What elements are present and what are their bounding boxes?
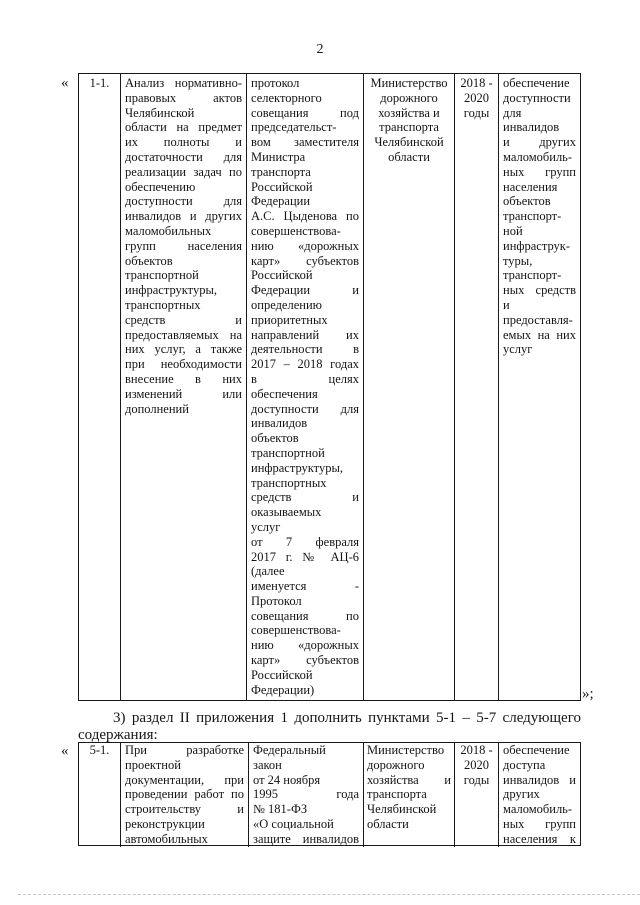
- task-line: инвалидов и других: [125, 209, 242, 224]
- legal-basis-line: Российской: [251, 179, 313, 194]
- task-line: групп населения: [125, 238, 242, 253]
- responsible-line: Министерство: [367, 743, 445, 757]
- legal-basis-line: Министра: [251, 149, 306, 164]
- legal-basis-line: карт» субъектов: [251, 653, 359, 668]
- legal-basis-line: Федерации: [251, 194, 311, 209]
- legal-basis-line: Российской: [251, 268, 313, 283]
- legal-basis-line: вом заместителя: [251, 135, 359, 150]
- result-line: инвалидов: [503, 120, 560, 135]
- result-line: ных групп: [503, 164, 576, 179]
- legal-basis-line: обеспечения: [251, 386, 318, 401]
- legal-basis-line: № 181-ФЗ: [253, 802, 308, 817]
- responsible-line: дорожного: [367, 757, 425, 772]
- task-line: внесение в них: [125, 371, 242, 386]
- legal-basis-line: объектов: [251, 431, 299, 446]
- task-cell: [120, 743, 248, 847]
- task-line: реализации задач по: [125, 164, 242, 179]
- legal-basis-line: А.С. Цыденова по: [251, 209, 359, 224]
- result-line: ных групп: [503, 816, 576, 831]
- period-line: 2018 -: [460, 743, 493, 757]
- task-line: области на предмет: [125, 120, 242, 135]
- result-line: и других: [503, 135, 576, 150]
- legal-basis-line: от 7 февраля: [251, 534, 359, 549]
- legal-basis-line: нию «дорожных: [251, 238, 359, 253]
- result-line: и: [503, 297, 510, 312]
- task-line: При разработке: [125, 743, 244, 757]
- result-line: инвалидов и: [503, 772, 576, 787]
- result-line: ных средств: [503, 283, 576, 298]
- result-line: населения к: [503, 831, 576, 846]
- task-line: маломобильных: [125, 223, 212, 238]
- result-line: предоставля-: [503, 312, 573, 327]
- legal-basis-line: нию «дорожных: [251, 638, 359, 653]
- legal-basis-line: Федерации): [251, 682, 315, 697]
- legal-basis-line: «О социальной: [253, 816, 334, 831]
- responsible-line: Челябинской: [367, 802, 437, 817]
- legal-basis-line: совещания под: [251, 105, 359, 120]
- legal-basis-line: Российской: [251, 667, 313, 682]
- legal-basis-line: определению: [251, 297, 322, 312]
- scan-edge-line: [18, 894, 640, 895]
- task-line: проектной: [125, 757, 181, 772]
- legal-basis-line: совершенствова-: [251, 223, 341, 238]
- result-line: маломобиль-: [503, 802, 573, 817]
- responsible-line: Челябинской: [374, 135, 444, 150]
- paragraph-line: содержания:: [78, 727, 158, 743]
- legal-basis-line: совещания по: [251, 608, 359, 623]
- paragraph-line: 3) раздел II приложения 1 дополнить пунктами 5-1 – 5-7 следующего: [113, 710, 581, 726]
- legal-basis-line: средств и: [251, 490, 359, 505]
- responsible-cell: [363, 74, 454, 700]
- result-line: для: [503, 105, 522, 120]
- task-cell: [120, 74, 246, 700]
- legal-basis-line: Федеральный: [253, 743, 326, 757]
- result-line: туры,: [503, 253, 533, 268]
- task-line: автомобильных: [125, 831, 208, 846]
- legal-basis-line: направлений их: [251, 327, 359, 342]
- task-line: транспортной: [125, 268, 199, 283]
- legal-basis-cell: [248, 743, 363, 847]
- task-line: дополнений: [125, 401, 189, 416]
- result-line: населения: [503, 179, 558, 194]
- legal-basis-line: 2017 г. № АЦ-6: [251, 549, 359, 564]
- legal-basis-line: защите инвалидов: [253, 831, 359, 846]
- responsible-line: области: [367, 816, 409, 831]
- legal-basis-line: от 24 ноября: [253, 772, 321, 787]
- row-number-cell: [79, 74, 120, 700]
- legal-basis-line: протокол: [251, 76, 300, 90]
- task-line: Челябинской: [125, 105, 195, 120]
- legal-basis-line: (далее: [251, 564, 285, 579]
- result-line: ной: [503, 223, 523, 238]
- task-line: правовых актов: [125, 90, 242, 105]
- result-line: транспорт-: [503, 209, 562, 224]
- task-line: Анализ нормативно-: [125, 76, 242, 90]
- legal-basis-line: 1995 года: [253, 787, 359, 802]
- result-line: других: [503, 787, 540, 802]
- result-line: обеспечение: [503, 743, 570, 757]
- result-line: доступности: [503, 90, 571, 105]
- task-line: строительству и: [125, 802, 244, 817]
- result-line: обеспечение: [503, 76, 570, 90]
- row-number: 5-1.: [89, 743, 110, 757]
- legal-basis-line: оказываемых: [251, 505, 322, 520]
- legal-basis-line: карт» субъектов: [251, 253, 359, 268]
- responsible-line: Министерство: [370, 76, 448, 90]
- responsible-line: транспорта: [367, 787, 427, 802]
- task-line: проведении работ по: [125, 787, 244, 802]
- legal-basis-line: инвалидов: [251, 416, 308, 431]
- legal-basis-line: в целях: [251, 371, 359, 386]
- task-line: средств и: [125, 312, 242, 327]
- result-cell: [498, 74, 580, 700]
- legal-basis-line: услуг: [251, 519, 281, 534]
- task-line: транспортных: [125, 297, 201, 312]
- task-line: реконструкции: [125, 816, 205, 831]
- task-line: обеспечению: [125, 179, 196, 194]
- legal-basis-cell: [246, 74, 363, 700]
- task-line: доступности для: [125, 194, 242, 209]
- task-line: инфраструктуры,: [125, 283, 218, 298]
- result-line: услуг: [503, 342, 533, 357]
- legal-basis-line: 2017 – 2018 годах: [251, 357, 359, 372]
- period-line: годы: [463, 772, 490, 787]
- legal-basis-line: селекторного: [251, 90, 322, 105]
- legal-basis-line: доступности для: [251, 401, 359, 416]
- page-number: 2: [316, 42, 324, 57]
- result-line: маломобиль-: [503, 149, 573, 164]
- legal-basis-line: инфраструктуры,: [251, 460, 344, 475]
- responsible-line: транспорта: [379, 120, 439, 135]
- result-line: инфраструк-: [503, 238, 571, 253]
- result-line: объектов: [503, 194, 551, 209]
- legal-basis-line: именуется -: [251, 579, 359, 594]
- legal-basis-line: закон: [253, 757, 282, 772]
- open-quote: «: [61, 743, 69, 759]
- legal-basis-line: председательст-: [251, 120, 337, 135]
- legal-basis-line: транспортной: [251, 445, 325, 460]
- table-row-1-1: [78, 73, 581, 701]
- task-line: их полноты и: [125, 135, 242, 150]
- legal-basis-line: транспортных: [251, 475, 327, 490]
- period-line: 2020: [464, 90, 489, 105]
- legal-basis-line: Федерации и: [251, 283, 359, 298]
- close-quote: »;: [582, 686, 594, 702]
- result-line: доступа: [503, 757, 546, 772]
- period-cell: [454, 743, 498, 847]
- table-row-5-1: [78, 742, 581, 846]
- legal-basis-line: Протокол: [251, 593, 302, 608]
- task-line: объектов: [125, 253, 173, 268]
- responsible-line: хозяйства и: [367, 772, 451, 787]
- open-quote: «: [61, 75, 69, 91]
- task-line: документации, при: [125, 772, 244, 787]
- legal-basis-line: транспорта: [251, 164, 311, 179]
- result-line: транспорт-: [503, 268, 562, 283]
- period-line: 2018 -: [460, 76, 493, 90]
- responsible-line: области: [388, 149, 430, 164]
- task-line: предоставляемых на: [125, 327, 242, 342]
- responsible-line: дорожного: [380, 90, 438, 105]
- row-number-cell: [79, 743, 120, 847]
- responsible-cell: [363, 743, 454, 847]
- result-line: емых на них: [503, 327, 576, 342]
- legal-basis-line: совершенствова-: [251, 623, 341, 638]
- responsible-line: хозяйства и: [378, 105, 440, 120]
- task-line: при необходимости: [125, 357, 242, 372]
- period-line: годы: [463, 105, 490, 120]
- legal-basis-line: деятельности в: [251, 342, 359, 357]
- result-cell: [498, 743, 580, 847]
- task-line: них услуг, а также: [125, 342, 242, 357]
- period-cell: [454, 74, 498, 700]
- task-line: изменений или: [125, 386, 242, 401]
- period-line: 2020: [464, 757, 489, 772]
- task-line: достаточности для: [125, 149, 242, 164]
- row-number: 1-1.: [89, 76, 110, 90]
- legal-basis-line: приоритетных: [251, 312, 328, 327]
